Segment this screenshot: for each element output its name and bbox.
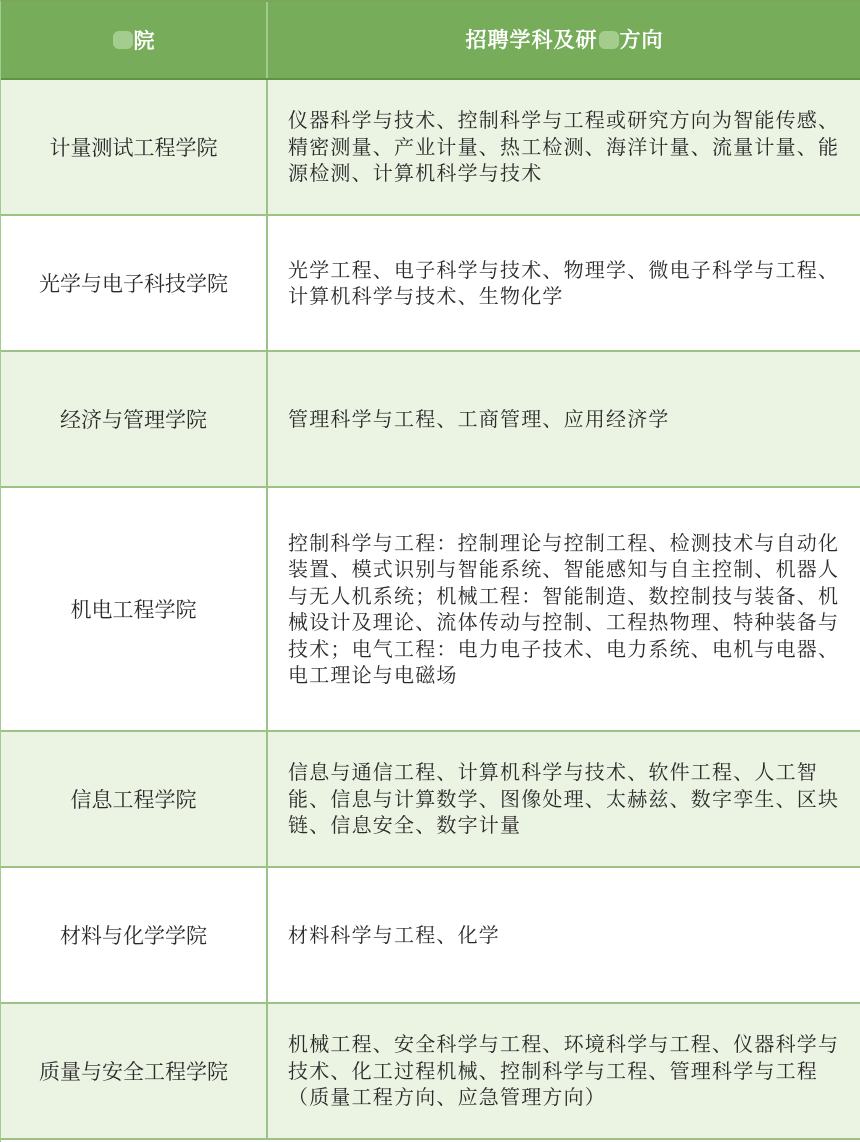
blurred-char	[599, 31, 619, 49]
table-row	[1, 80, 860, 216]
subjects-cell: 控制科学与工程：控制理论与控制工程、检测技术与自动化装置、模式识别与智能系统、智能感知与自主控制、机器人与无人机系统；机械工程：智能制造、数控制技与装备、机械设计及理论、流体传动与控制、工程热物理、特种装备与技术；电气工程：电力电子技术、电力系统、电机与电器、电工理论与电磁场	[288, 530, 840, 687]
college-cell: 材料与化学学院	[1, 868, 268, 1002]
subjects-cell: 机械工程、安全科学与工程、环境科学与工程、仪器科学与技术、化工过程机械、控制科学与工程、管理科学与工程（质量工程方向、应急管理方向）	[288, 1032, 840, 1110]
header-subjects-text-post: 方向	[619, 27, 664, 52]
table-row	[1, 732, 860, 868]
college-cell: 计量测试工程学院	[1, 80, 268, 214]
table-row	[1, 1004, 860, 1140]
subjects-cell: 光学工程、电子科学与技术、物理学、微电子科学与工程、计算机科学与技术、生物化学	[288, 257, 840, 308]
blurred-char	[113, 31, 133, 49]
table-row	[1, 868, 860, 1004]
subjects-cell: 仪器科学与技术、控制科学与工程或研究方向为智能传感、精密测量、产业计量、热工检测、海洋计量、流量计量、能源检测、计算机科学与技术	[288, 108, 840, 186]
table-row	[1, 216, 860, 352]
subjects-cell: 材料科学与工程、化学	[288, 922, 500, 947]
table-row	[1, 488, 860, 732]
table-row	[1, 352, 860, 488]
college-cell: 质量与安全工程学院	[1, 1004, 268, 1138]
subjects-cell: 信息与通信工程、计算机科学与技术、软件工程、人工智能、信息与计算数学、图像处理、太赫兹、数字孪生、区块链、信息安全、数字计量	[288, 760, 840, 838]
college-cell: 机电工程学院	[1, 488, 268, 730]
college-cell: 信息工程学院	[1, 732, 268, 866]
header-subjects	[268, 2, 860, 78]
header-subjects-text-pre: 招聘学科及研	[465, 27, 598, 52]
table-header	[1, 2, 860, 80]
subjects-cell: 管理科学与工程、工商管理、应用经济学	[288, 406, 670, 431]
header-college	[1, 2, 268, 78]
college-cell: 光学与电子科技学院	[1, 216, 268, 350]
header-college-text-post: 院	[133, 29, 156, 53]
college-cell: 经济与管理学院	[1, 352, 268, 486]
